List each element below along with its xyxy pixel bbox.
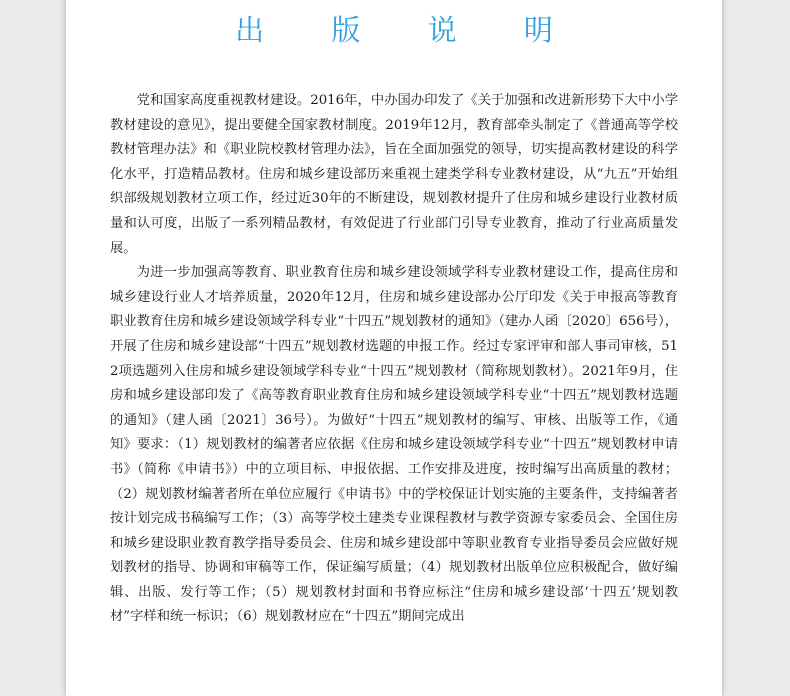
document-page [66,0,722,696]
body-text [110,89,678,630]
paragraph-1: 党和国家高度重视教材建设。2016年，中办国办印发了《关于加强和改进新形势下大中小学教材建设的意见》，提出要健全国家教材制度。2019年12月，教育部牵头制定了《普通高等学校教材管理办法》和《职业院校教材管理办法》，旨在全面加强党的领导，切实提高教材建设的科学化水平，打造精品教材。住房和城乡建设部历来重视土建类学科专业教材建设，从“九五”开始组织部级规划教材立项工作，经过近30年的不断建设，规划教材提升了住房和城乡建设行业教材质量和认可度，出版了一系列精品教材，有效促进了行业部门引导专业教育，推动了行业高质量发展。 [110,93,678,256]
page-title: 出 版 说 明 [235,13,582,47]
paragraph-2: 为进一步加强高等教育、职业教育住房和城乡建设领域学科专业教材建设工作，提高住房和城乡建设行业人才培养质量，2020年12月，住房和城乡建设部办公厅印发《关于申报高等教育职业教育住房和城乡建设领域学科专业“十四五”规划教材的通知》（建办人函〔2020〕656号），开展了住房和城乡建设部“十四五”规划教材选题的申报工作。经过专家评审和部人事司审核，512项选题列入住房和城乡建设领域学科专业“十四五”规划教材（简称规划教材）。2021年9月，住房和城乡建设部印发了《高等教育职业教育住房和城乡建设领域学科专业“十四五”规划教材选题的通知》（建人函〔2021〕36号）。为做好“十四五”规划教材的编写、审核、出版等工作，《通知》要求：（1）规划教材的编著者应依据《住房和城乡建设领域学科专业“十四五”规划教材申请书》（简称《申请书》）中的立项目标、申报依据、工作安排及进度，按时编写出高质量的教材；（2）规划教材编著者所在单位应履行《申请书》中的学校保证计划实施的主要条件，支持编著者按计划完成书稿编写工作；（3）高等学校土建类专业课程教材与教学资源专家委员会、全国住房和城乡建设职业教育教学指导委员会、住房和城乡建设部中等职业教育专业指导委员会应做好规划教材的指导、协调和审稿等工作，保证编写质量；（4）规划教材出版单位应积极配合，做好编辑、出版、发行等工作；（5）规划教材封面和书脊应标注“住房和城乡建设部‘十四五’规划教材”字样和统一标识；（6）规划教材应在“十四五”期间完成出 [110,265,678,625]
